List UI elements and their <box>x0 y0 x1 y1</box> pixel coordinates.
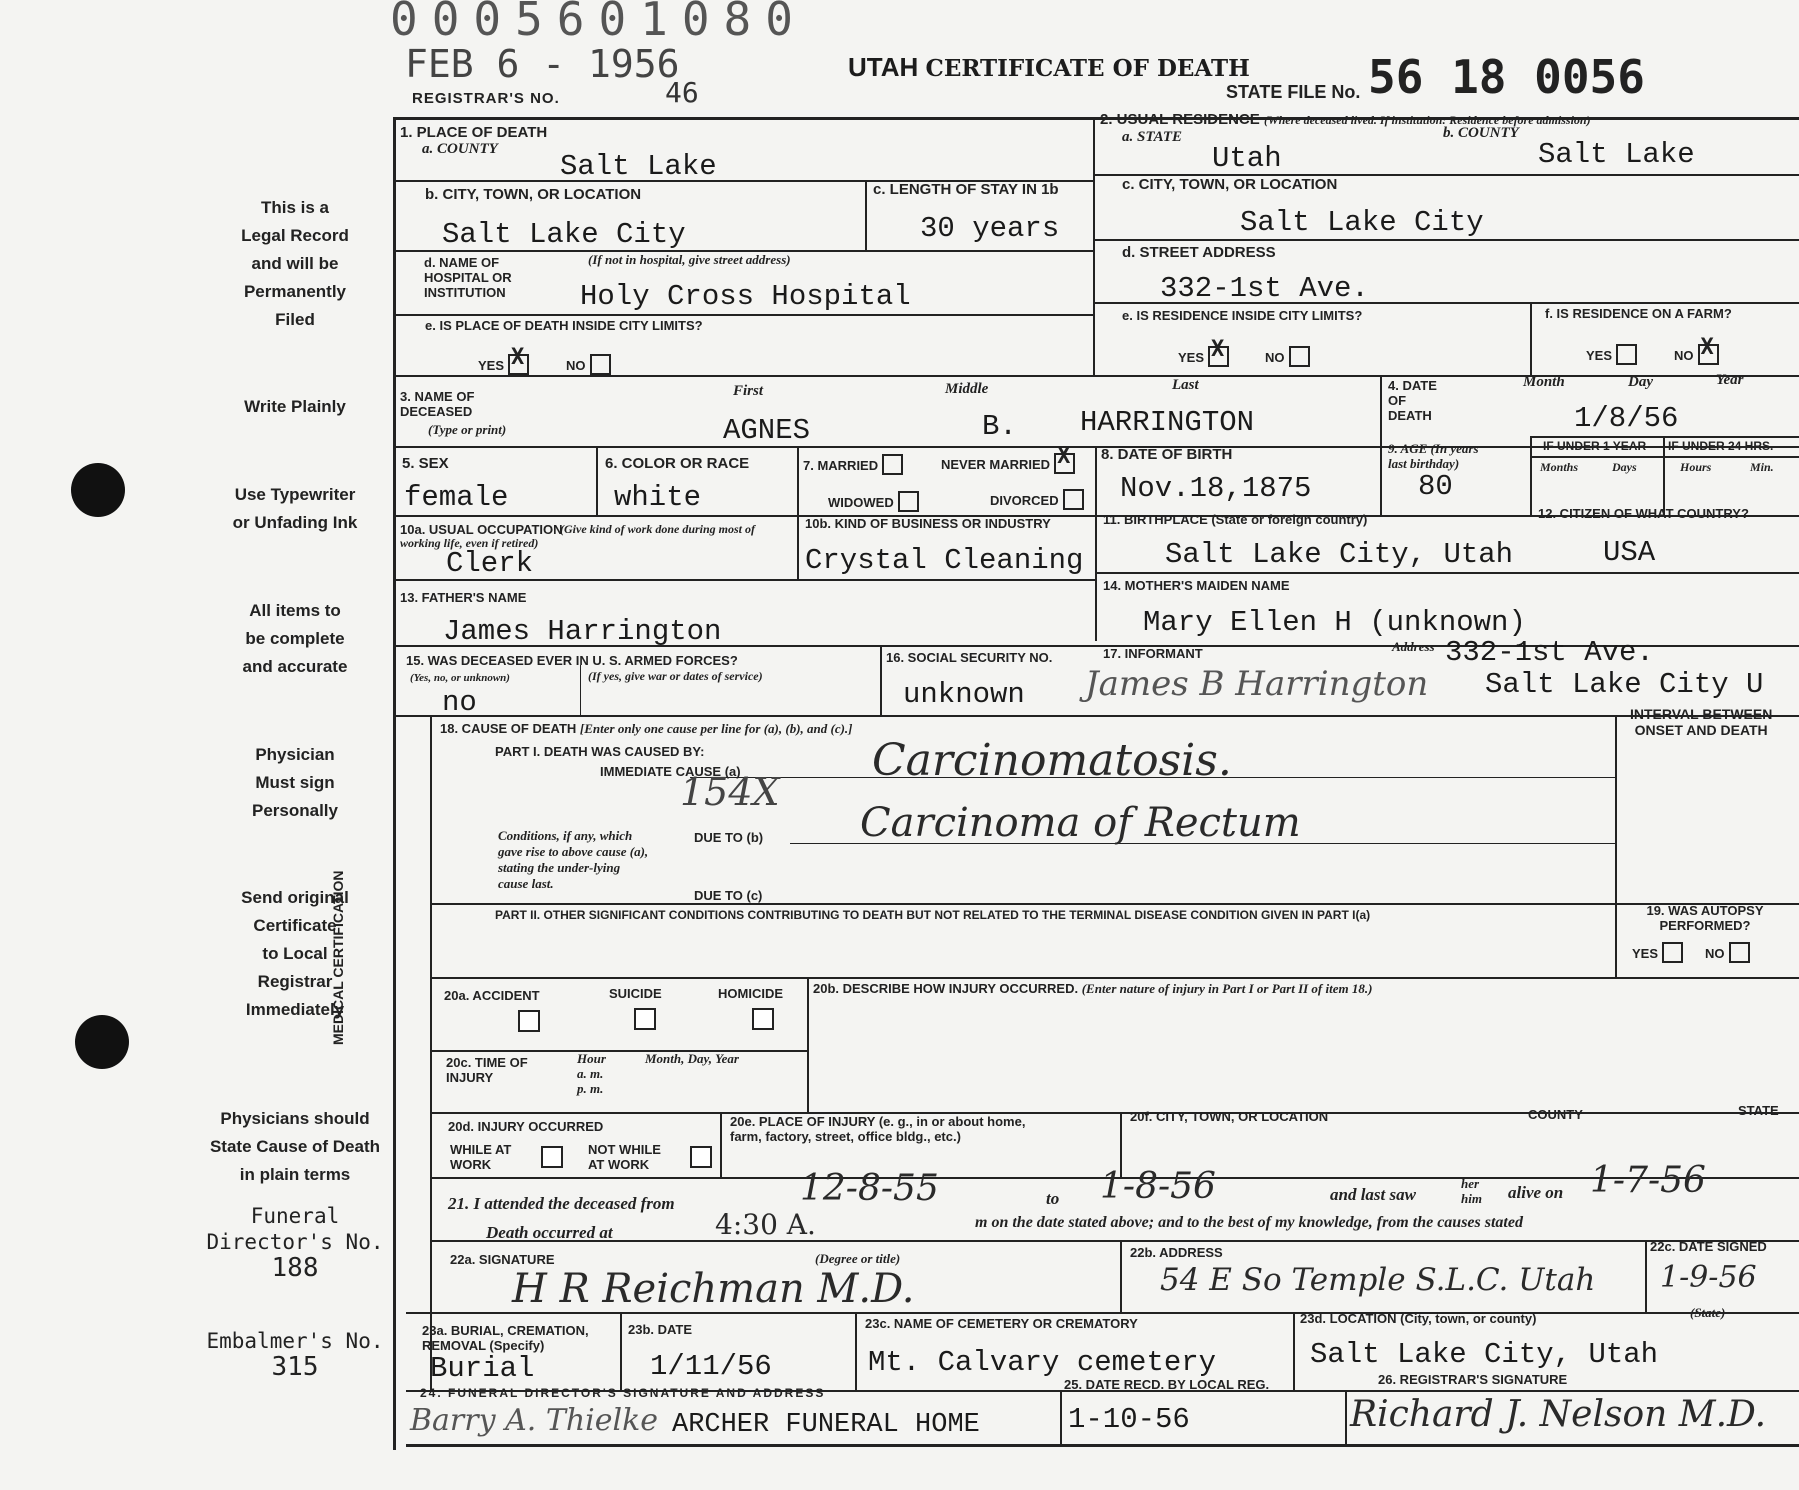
never-married-label[interactable]: NEVER MARRIEDX <box>941 455 1075 476</box>
business-label: 10b. KIND OF BUSINESS OR INDUSTRY <box>805 516 1051 531</box>
informant-address-1: 332-1st Ave. <box>1445 636 1654 669</box>
dob-label: 8. DATE OF BIRTH <box>1101 446 1233 463</box>
icd-code: 154X <box>680 770 780 814</box>
location-value: Salt Lake City, Utah <box>1310 1338 1659 1371</box>
injury-how-note: (Enter nature of injury in Part I or Part II of item 18.) <box>1081 981 1373 996</box>
citizen-value: USA <box>1603 536 1656 569</box>
autopsy-yes-checkbox[interactable] <box>1662 942 1683 963</box>
informant-address-2: Salt Lake City U <box>1485 668 1764 701</box>
year-label: Year <box>1716 372 1744 388</box>
age-label: 9. AGE (In years last birthday) <box>1388 441 1479 471</box>
res-city-label: c. CITY, TOWN, OR LOCATION <box>1122 176 1338 193</box>
sidebar-typewriter: Use Typewriter or Unfading Ink <box>232 485 358 532</box>
res-inside-no[interactable]: NO <box>1265 348 1310 369</box>
usual-residence-title: 2. USUAL RESIDENCE <box>1100 111 1260 128</box>
injury-occurred-label: 20d. INJURY OCCURRED <box>448 1119 604 1134</box>
burial-value: Burial <box>430 1352 535 1385</box>
business-value: Crystal Cleaning <box>805 544 1084 577</box>
accident-checkbox[interactable] <box>518 1010 540 1032</box>
informant-address-label: Address <box>1392 639 1435 654</box>
farm-yes[interactable]: YES <box>1586 346 1637 367</box>
res-inside-label: e. IS RESIDENCE INSIDE CITY LIMITS? <box>1122 308 1363 323</box>
dob-value: Nov.18,1875 <box>1120 472 1312 505</box>
injury-how-title: 20b. DESCRIBE HOW INJURY OCCURRED. <box>813 981 1079 996</box>
registrar-signature: Richard J. Nelson M.D. <box>1350 1394 1767 1435</box>
funeral-director-no-label: Funeral Director's No. <box>206 1204 384 1254</box>
widowed-label[interactable]: WIDOWED <box>828 493 919 514</box>
sex-value: female <box>404 481 509 514</box>
registrar-no-label: REGISTRAR'S NO. <box>412 90 560 107</box>
hospital-note: (If not in hospital, give street address) <box>588 252 791 267</box>
date-death-label: 4. DATE OF DEATH <box>1388 378 1437 423</box>
sidebar-write-plainly: Write Plainly <box>244 397 346 416</box>
first-label: First <box>733 383 764 399</box>
farm-label: f. IS RESIDENCE ON A FARM? <box>1545 306 1732 321</box>
interval-label: INTERVAL BETWEEN ONSET AND DEATH <box>1630 706 1773 738</box>
physician-signature: H R Reichman M.D. <box>512 1266 915 1312</box>
inside-city-yes-checkbox[interactable] <box>508 354 529 375</box>
street-value: 332-1st Ave. <box>1160 272 1369 305</box>
inside-city-label: e. IS PLACE OF DEATH INSIDE CITY LIMITS? <box>425 318 703 333</box>
birthplace-label: 11. BIRTHPLACE (State or foreign country) <box>1103 512 1368 527</box>
month-label: Month <box>1523 374 1565 390</box>
months-label: Months <box>1540 460 1579 474</box>
part2-label: PART II. OTHER SIGNIFICANT CONDITIONS CONTRIBUTING TO DEATH BUT NOT RELATED TO THE TERMINAL DISEASE CONDITION GIVEN IN PART I(a) <box>495 908 1371 922</box>
punch-hole-top <box>71 463 125 517</box>
signature-label: 22a. SIGNATURE <box>450 1252 555 1267</box>
county-a-label: a. COUNTY <box>422 141 498 157</box>
farm-no[interactable]: NOX <box>1674 346 1719 367</box>
under-1-label: IF UNDER 1 YEAR <box>1543 439 1647 453</box>
death-time-value: 4:30 A. <box>715 1208 816 1241</box>
time-injury-label: 20c. TIME OF INJURY <box>446 1055 528 1085</box>
suicide-checkbox[interactable] <box>634 1008 656 1030</box>
race-value: white <box>614 481 702 514</box>
city-b-label: b. CITY, TOWN, OR LOCATION <box>425 186 642 203</box>
certificate-title <box>848 52 1250 83</box>
sidebar-all-items: All items to be complete and accurate <box>242 601 348 676</box>
date-recd-label: 25. DATE RECD. BY LOCAL REG. <box>1064 1377 1270 1392</box>
address22-label: 22b. ADDRESS <box>1130 1245 1223 1260</box>
death-occurred-label: Death occurred at <box>486 1223 613 1242</box>
to-label: to <box>1046 1189 1060 1208</box>
autopsy-label: 19. WAS AUTOPSY PERFORMED? <box>1646 903 1764 933</box>
homicide-label: HOMICIDE <box>718 986 783 1001</box>
funeral-home-value: ARCHER FUNERAL HOME <box>672 1410 980 1440</box>
father-label: 13. FATHER'S NAME <box>400 590 527 605</box>
days-label: Days <box>1612 460 1637 474</box>
sidebar-physicians-should: Physicians should State Cause of Death in plain terms <box>209 1109 381 1184</box>
married-label[interactable]: 7. MARRIED <box>803 456 903 477</box>
registrar-no: 46 <box>665 76 699 109</box>
burial-date-value: 1/11/56 <box>650 1350 772 1383</box>
while-work-label: WHILE AT WORK <box>450 1142 512 1172</box>
armed-note-1: (Yes, no, or unknown) <box>410 672 510 684</box>
physician-address: 54 E So Temple S.L.C. Utah <box>1160 1262 1596 1298</box>
cause-b-value: Carcinoma of Rectum <box>860 800 1301 846</box>
length-stay-value: 30 years <box>920 212 1060 245</box>
inside-city-yes[interactable]: YESX <box>478 356 529 377</box>
age-value: 80 <box>1418 470 1453 503</box>
inside-city-no[interactable]: NO <box>566 356 611 377</box>
attended-label: 21. I attended the deceased from <box>448 1194 675 1213</box>
race-label: 6. COLOR OR RACE <box>605 455 750 472</box>
date-recd-value: 1-10-56 <box>1068 1403 1190 1436</box>
alive-on-value: 1-7-56 <box>1590 1160 1706 1201</box>
last-saw-label: and last saw <box>1330 1185 1416 1204</box>
part1-label: PART I. DEATH WAS CAUSED BY: <box>495 744 705 759</box>
mother-label: 14. MOTHER'S MAIDEN NAME <box>1103 578 1290 593</box>
divorced-label[interactable]: DIVORCED <box>990 491 1084 512</box>
state23-label: (State) <box>1690 1305 1726 1320</box>
middle-name-value: B. <box>982 410 1017 443</box>
date-signed-label: 22c. DATE SIGNED <box>1650 1239 1767 1254</box>
type-print-label: (Type or print) <box>428 422 507 437</box>
date-stamp: FEB 6 - 1956 <box>405 42 680 86</box>
burial-label: 23a. BURIAL, CREMATION, REMOVAL (Specify) <box>422 1323 589 1353</box>
informant-signature: James B Harrington <box>1085 664 1429 704</box>
mdy-label: Month, Day, Year <box>645 1051 739 1066</box>
cemetery-value: Mt. Calvary cemetery <box>868 1346 1217 1379</box>
res-county-label: b. COUNTY <box>1443 125 1519 141</box>
autopsy-yes[interactable]: YES <box>1632 944 1683 965</box>
occupation-value: Clerk <box>446 547 534 580</box>
sex-label: 5. SEX <box>402 455 449 472</box>
sidebar-physician: Physician Must sign Personally <box>252 745 338 820</box>
death-city-value: Salt Lake City <box>442 218 686 251</box>
cause-title: 18. CAUSE OF DEATH <box>440 721 577 736</box>
under-24-label: IF UNDER 24 HRS. <box>1668 439 1774 453</box>
her-him-label: her him <box>1461 1176 1482 1206</box>
suicide-label: SUICIDE <box>609 986 662 1001</box>
farm-yes-checkbox[interactable] <box>1616 344 1637 365</box>
location-label: 23d. LOCATION (City, town, or county) <box>1300 1311 1537 1326</box>
homicide-checkbox[interactable] <box>752 1008 774 1030</box>
immediate-cause-label: IMMEDIATE CAUSE (a) <box>600 764 741 779</box>
death-county-value: Salt Lake <box>560 150 717 183</box>
res-city-value: Salt Lake City <box>1240 206 1484 239</box>
serial-number: 0005601080 <box>390 0 807 46</box>
informant-label: 17. INFORMANT <box>1103 646 1203 661</box>
degree-label: (Degree or title) <box>815 1251 901 1266</box>
sidebar-send-original: Send original Certificate to Local Registrar Immediately <box>241 888 349 1019</box>
armed-value: no <box>442 686 477 719</box>
cemetery-label: 23c. NAME OF CEMETERY OR CREMATORY <box>865 1316 1138 1331</box>
ssn-label: 16. SOCIAL SECURITY NO. <box>886 650 1053 665</box>
father-value: James Harrington <box>443 615 722 648</box>
occupation-note: (Give kind of work done during most of working life, even if retired) <box>400 522 756 550</box>
res-inside-no-checkbox[interactable] <box>1289 346 1310 367</box>
cause-note: [Enter only one cause per line for (a), (b), and (c).] <box>579 721 853 736</box>
name-deceased-label: 3. NAME OF DECEASED <box>400 389 475 419</box>
date23-label: 23b. DATE <box>628 1322 693 1337</box>
last-label: Last <box>1172 377 1199 393</box>
date-death-value: 1/8/56 <box>1574 402 1679 435</box>
county-injury-label: COUNTY <box>1528 1107 1583 1122</box>
citizen-label: 12. CITIZEN OF WHAT COUNTRY? <box>1538 506 1749 521</box>
married-checkbox[interactable] <box>882 454 903 475</box>
conditions-label: Conditions, if any, which gave rise to above cause (a), stating the under-lying cause last. <box>498 828 649 891</box>
date-signed-value: 1-9-56 <box>1660 1260 1757 1295</box>
title-state: UTAH <box>848 52 919 82</box>
armed-note-2: (If yes, give war or dates of service) <box>588 669 763 683</box>
res-inside-yes-checkbox[interactable] <box>1208 346 1229 367</box>
hospital-label: d. NAME OF HOSPITAL OR INSTITUTION <box>424 255 512 300</box>
attended-to-value: 1-8-56 <box>1100 1166 1216 1207</box>
m-on-label: m on the date stated above; and to the best of my knowledge, from the causes stated <box>975 1214 1523 1231</box>
hospital-value: Holy Cross Hospital <box>580 280 911 313</box>
alive-on-label: alive on <box>1508 1183 1564 1202</box>
occupation-label: 10a. USUAL OCCUPATION <box>400 522 563 537</box>
state-file-label: STATE FILE No. <box>1226 82 1361 102</box>
punch-hole-bottom <box>75 1015 129 1069</box>
cause-a-value: Carcinomatosis. <box>872 735 1232 786</box>
medical-certification-label: MEDICAL CERTIFICATION <box>330 870 346 1045</box>
armed-label: 15. WAS DECEASED EVER IN U. S. ARMED FORCES? <box>406 653 738 668</box>
mother-value: Mary Ellen H (unknown) <box>1143 606 1526 639</box>
divorced-checkbox[interactable] <box>1063 489 1084 510</box>
funeral-director-no: 188 <box>271 1253 319 1283</box>
embalmer-no-label: Embalmer's No. <box>206 1329 384 1353</box>
hours-label: Hours <box>1680 460 1712 474</box>
length-stay-label: c. LENGTH OF STAY IN 1b <box>873 181 1059 198</box>
middle-label: Middle <box>945 381 989 397</box>
city-injury-label: 20f. CITY, TOWN, OR LOCATION <box>1130 1109 1329 1124</box>
state-file-number: 56 18 0056 <box>1368 50 1645 104</box>
last-name-value: HARRINGTON <box>1080 406 1255 439</box>
sidebar-legal-record: This is a Legal Record and will be Permanently Filed <box>241 198 349 329</box>
res-county-value: Salt Lake <box>1538 138 1695 171</box>
state-injury-label: STATE <box>1738 1103 1779 1118</box>
autopsy-no[interactable]: NO <box>1705 944 1750 965</box>
street-label: d. STREET ADDRESS <box>1122 244 1276 261</box>
never-married-checkbox[interactable] <box>1054 453 1075 474</box>
due-b-label: DUE TO (b) <box>694 830 764 845</box>
place-of-death-label: 1. PLACE OF DEATH <box>400 124 548 141</box>
title-text: CERTIFICATE OF DEATH <box>925 55 1250 82</box>
funeral-signature-label: 24. FUNERAL DIRECTOR'S SIGNATURE AND ADDRESS <box>420 1386 826 1400</box>
registrar-signature-label: 26. REGISTRAR'S SIGNATURE <box>1378 1372 1568 1387</box>
while-work-checkbox[interactable] <box>541 1146 563 1168</box>
embalmer-no: 315 <box>271 1352 319 1382</box>
day-label: Day <box>1628 374 1653 390</box>
res-inside-yes[interactable]: YESX <box>1178 348 1229 369</box>
first-name-value: AGNES <box>723 414 811 447</box>
cause-label <box>440 721 853 736</box>
accident-label: 20a. ACCIDENT <box>444 988 540 1003</box>
funeral-director-signature: Barry A. Thielke <box>410 1403 659 1438</box>
ssn-value: unknown <box>903 678 1025 711</box>
due-c-label: DUE TO (c) <box>694 888 763 903</box>
farm-no-checkbox[interactable] <box>1698 344 1719 365</box>
not-while-checkbox[interactable] <box>690 1146 712 1168</box>
res-state-value: Utah <box>1212 142 1282 175</box>
min-label: Min. <box>1750 460 1774 474</box>
injury-how-label <box>813 981 1372 996</box>
birthplace-value: Salt Lake City, Utah <box>1165 538 1514 571</box>
res-state-label: a. STATE <box>1122 129 1183 145</box>
attended-from-value: 12-8-55 <box>800 1168 939 1209</box>
widowed-checkbox[interactable] <box>898 491 919 512</box>
place-injury-label: 20e. PLACE OF INJURY (e. g., in or about home, farm, factory, street, office bldg., etc.) <box>730 1114 1026 1144</box>
hour-label: Hour a. m. p. m. <box>577 1051 606 1096</box>
inside-city-no-checkbox[interactable] <box>590 354 611 375</box>
not-while-label: NOT WHILE AT WORK <box>588 1142 661 1172</box>
usual-residence-note: (Where deceased lived. If institution: Residence before admission) <box>1263 113 1591 127</box>
autopsy-no-checkbox[interactable] <box>1729 942 1750 963</box>
